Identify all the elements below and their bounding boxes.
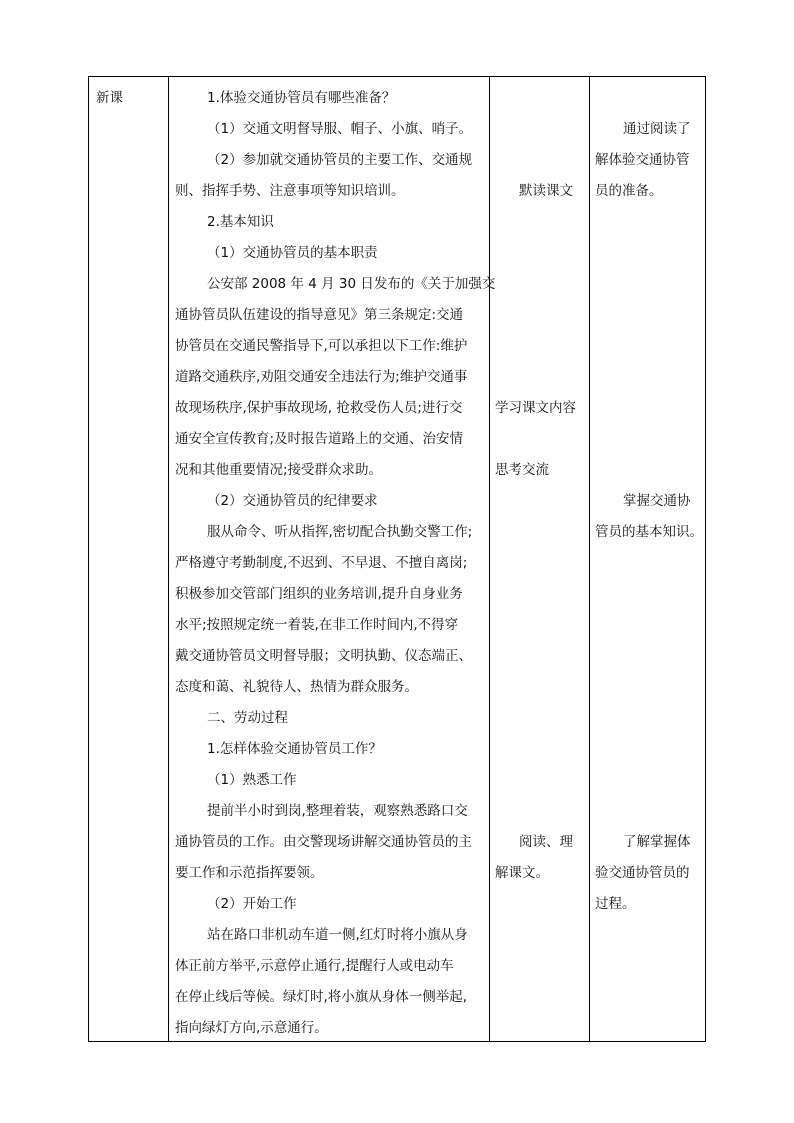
content-line: 指向绿灯方向,示意通行。 xyxy=(175,1020,328,1036)
content-line: 体正前方举平,示意停止通行,提醒行人或电动车 xyxy=(175,958,454,974)
activity-line: 解课文。 xyxy=(495,865,549,881)
activity-line: 思考交流 xyxy=(495,462,549,478)
intent-line: 掌握交通协 xyxy=(623,493,691,509)
content-line: 在停止线后等候。绿灯时,将小旗从身体一侧举起, xyxy=(175,989,468,1005)
intent-line: 通过阅读了 xyxy=(623,121,691,137)
activity-line: 阅读、理 xyxy=(519,834,573,850)
content-line: （1）交通协管员的基本职责 xyxy=(207,245,378,261)
activity-line: 学习课文内容 xyxy=(495,400,576,416)
column-divider xyxy=(489,77,490,1041)
intent-line: 了解掌握体 xyxy=(623,834,691,850)
content-line: 公安部 2008 年 4 月 30 日发布的《关于加强交 xyxy=(207,276,496,292)
intent-line: 员的准备。 xyxy=(595,183,663,199)
content-line: 服从命令、听从指挥,密切配合执勤交警工作; xyxy=(207,524,473,540)
content-line: 态度和蔼、礼貌待人、热情为群众服务。 xyxy=(175,679,418,695)
content-line: 二、劳动过程 xyxy=(207,710,288,726)
intent-line: 解体验交通协管 xyxy=(595,152,690,168)
content-line: 严格遵守考勤制度,不迟到、不早退、不擅自离岗; xyxy=(175,555,468,571)
content-line: 积极参加交管部门组织的业务培训,提升自身业务 xyxy=(175,586,463,602)
column-divider xyxy=(168,77,169,1041)
content-line: 通协管员的工作。由交警现场讲解交通协管员的主 xyxy=(175,834,472,850)
content-line: 则、指挥手势、注意事项等知识培训。 xyxy=(175,183,405,199)
content-line: 站在路口非机动车道一侧,红灯时将小旗从身 xyxy=(207,927,468,943)
content-line: （2）开始工作 xyxy=(207,896,297,912)
content-line: 故现场秩序,保护事故现场, 抢救受伤人员;进行交 xyxy=(175,400,463,416)
content-line: 通协管员队伍建设的指导意见》第三条规定:交通 xyxy=(175,307,464,323)
column-divider xyxy=(589,77,590,1041)
activity-line: 默读课文 xyxy=(519,183,573,199)
content-line: 提前半小时到岗,整理着装，观察熟悉路口交 xyxy=(207,803,468,819)
content-line: （2）参加就交通协管员的主要工作、交通规 xyxy=(207,152,473,168)
intent-line: 管员的基本知识。 xyxy=(595,524,703,540)
content-line: 戴交通协管员文明督导服；文明执勤、仪态端正、 xyxy=(175,648,472,664)
lesson-table xyxy=(88,76,706,1042)
intent-line: 过程。 xyxy=(595,896,636,912)
content-line: 况和其他重要情况;接受群众求助。 xyxy=(175,462,383,478)
content-line: 要工作和示范指挥要领。 xyxy=(175,865,324,881)
content-line: 1.体验交通协管员有哪些准备？ xyxy=(207,90,396,106)
content-line: （2）交通协管员的纪律要求 xyxy=(207,493,378,509)
content-line: 水平;按照规定统一着装,在非工作时间内,不得穿 xyxy=(175,617,459,633)
intent-line: 验交通协管员的 xyxy=(595,865,690,881)
content-line: 1.怎样体验交通协管员工作？ xyxy=(207,741,382,757)
content-line: 2.基本知识 xyxy=(207,214,274,230)
content-line: （1）交通文明督导服、帽子、小旗、哨子。 xyxy=(207,121,473,137)
content-line: 通安全宣传教育;及时报告道路上的交通、治安情 xyxy=(175,431,464,447)
content-line: 道路交通秩序,劝阻交通安全违法行为;维护交通事 xyxy=(175,369,468,385)
content-line: （1）熟悉工作 xyxy=(207,772,297,788)
section-label: 新课 xyxy=(96,90,123,106)
content-line: 协管员在交通民警指导下,可以承担以下工作:维护 xyxy=(175,338,468,354)
